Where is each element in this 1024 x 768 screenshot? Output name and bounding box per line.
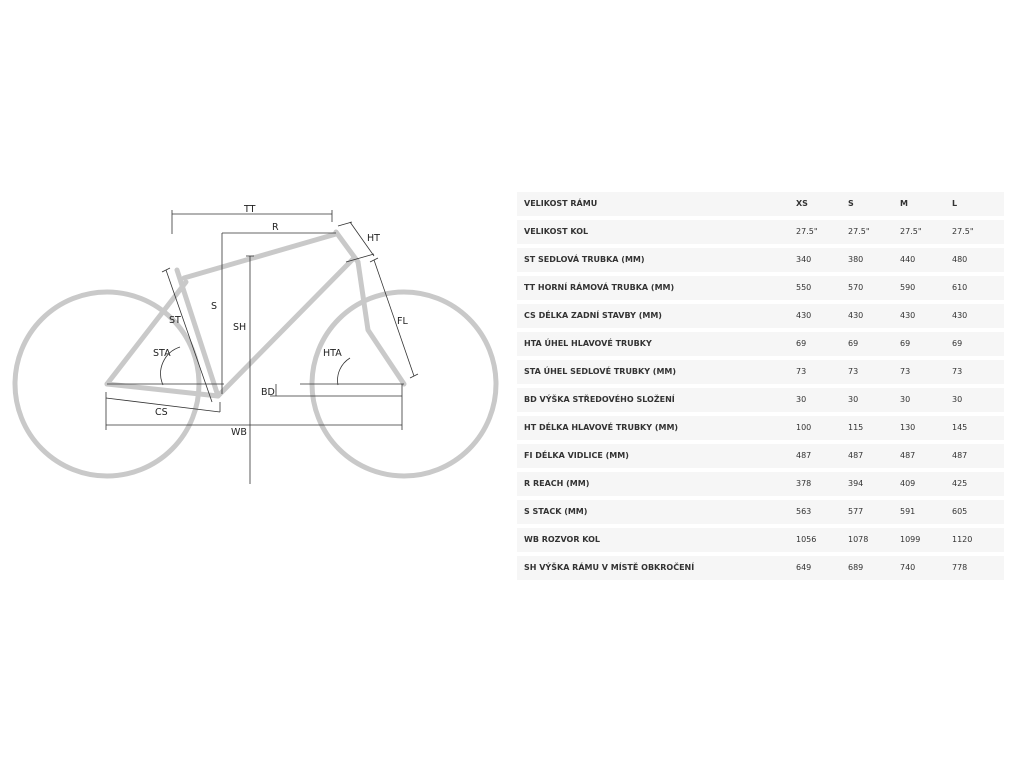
row-value: 27.5": [848, 220, 900, 244]
seat-stay: [107, 282, 186, 384]
size-column-header: L: [952, 192, 1004, 216]
row-value: 590: [900, 276, 952, 300]
table-row: [517, 248, 1004, 272]
row-value: 1078: [848, 528, 900, 552]
label-tt: TT: [244, 204, 256, 215]
row-value: 115: [848, 416, 900, 440]
row-value: 380: [848, 248, 900, 272]
row-value: 73: [952, 360, 1004, 384]
row-label: BD VÝŠKA STŘEDOVÉHO SLOŽENÍ: [517, 388, 796, 412]
row-value: 430: [900, 304, 952, 328]
label-sta: STA: [153, 348, 171, 359]
row-value: 440: [900, 248, 952, 272]
row-value: 378: [796, 472, 848, 496]
row-value: 69: [848, 332, 900, 356]
row-label: STA ÚHEL SEDLOVÉ TRUBKY (MM): [517, 360, 796, 384]
head-tube: [336, 232, 358, 262]
bike-geometry-diagram: [0, 0, 510, 768]
geometry-spec-table: [517, 188, 1004, 584]
row-value: 73: [796, 360, 848, 384]
row-value: 30: [848, 388, 900, 412]
row-value: 649: [796, 556, 848, 580]
row-label: S STACK (MM): [517, 500, 796, 524]
row-value: 27.5": [796, 220, 848, 244]
row-value: 69: [952, 332, 1004, 356]
label-s: S: [211, 301, 218, 312]
table-row: [517, 444, 1004, 468]
table-row: [517, 276, 1004, 300]
row-value: 430: [796, 304, 848, 328]
row-value: 605: [952, 500, 1004, 524]
label-st: ST: [169, 315, 181, 326]
row-value: 430: [848, 304, 900, 328]
row-label: R REACH (MM): [517, 472, 796, 496]
row-value: 550: [796, 276, 848, 300]
row-label: ST SEDLOVÁ TRUBKA (MM): [517, 248, 796, 272]
row-value: 480: [952, 248, 1004, 272]
table-row: [517, 416, 1004, 440]
row-label: SH VÝŠKA RÁMU V MÍSTĚ OBKROČENÍ: [517, 556, 796, 580]
table-row: [517, 220, 1004, 244]
row-label: HTA ÚHEL HLAVOVÉ TRUBKY: [517, 332, 796, 356]
label-r: R: [272, 222, 279, 233]
row-value: 73: [848, 360, 900, 384]
row-value: 73: [900, 360, 952, 384]
row-value: 563: [796, 500, 848, 524]
label-wb: WB: [231, 427, 247, 438]
row-value: 30: [952, 388, 1004, 412]
label-bd: BD: [261, 387, 275, 398]
row-value: 394: [848, 472, 900, 496]
row-value: 145: [952, 416, 1004, 440]
table-row: [517, 360, 1004, 384]
table-row: [517, 556, 1004, 580]
row-value: 487: [848, 444, 900, 468]
label-fl: FL: [397, 316, 408, 327]
row-value: 30: [796, 388, 848, 412]
top-tube: [184, 234, 336, 278]
label-cs: CS: [155, 407, 168, 418]
row-value: 409: [900, 472, 952, 496]
row-value: 778: [952, 556, 1004, 580]
row-value: 487: [796, 444, 848, 468]
row-value: 27.5": [900, 220, 952, 244]
row-label: TT HORNÍ RÁMOVÁ TRUBKA (MM): [517, 276, 796, 300]
label-sh: SH: [233, 322, 247, 333]
table-row: [517, 500, 1004, 524]
label-ht: HT: [367, 233, 380, 244]
dimension-lines: [106, 210, 418, 484]
row-value: 487: [952, 444, 1004, 468]
label-hta: HTA: [323, 348, 342, 359]
table-row: [517, 304, 1004, 328]
row-value: 1056: [796, 528, 848, 552]
row-value: 1120: [952, 528, 1004, 552]
row-value: 30: [900, 388, 952, 412]
table-row: [517, 472, 1004, 496]
row-label: HT DÉLKA HLAVOVÉ TRUBKY (MM): [517, 416, 796, 440]
row-value: 610: [952, 276, 1004, 300]
row-value: 100: [796, 416, 848, 440]
table-row: [517, 528, 1004, 552]
row-value: 740: [900, 556, 952, 580]
row-value: 487: [900, 444, 952, 468]
row-value: 689: [848, 556, 900, 580]
row-label: CS DÉLKA ZADNÍ STAVBY (MM): [517, 304, 796, 328]
size-column-header: M: [900, 192, 952, 216]
row-value: 570: [848, 276, 900, 300]
bike-frame: [107, 232, 404, 396]
row-value: 69: [796, 332, 848, 356]
row-value: 130: [900, 416, 952, 440]
row-label: FI DÉLKA VIDLICE (MM): [517, 444, 796, 468]
table-row: [517, 332, 1004, 356]
row-value: 577: [848, 500, 900, 524]
row-value: 425: [952, 472, 1004, 496]
row-value: 27.5": [952, 220, 1004, 244]
table-row: [517, 388, 1004, 412]
table-header-label: VELIKOST RÁMU: [517, 192, 796, 216]
row-label: VELIKOST KOL: [517, 220, 796, 244]
size-column-header: S: [848, 192, 900, 216]
row-value: 340: [796, 248, 848, 272]
row-value: 430: [952, 304, 1004, 328]
table-header-row: [517, 192, 1004, 216]
row-label: WB ROZVOR KOL: [517, 528, 796, 552]
row-value: 69: [900, 332, 952, 356]
row-value: 591: [900, 500, 952, 524]
size-column-header: XS: [796, 192, 848, 216]
row-value: 1099: [900, 528, 952, 552]
